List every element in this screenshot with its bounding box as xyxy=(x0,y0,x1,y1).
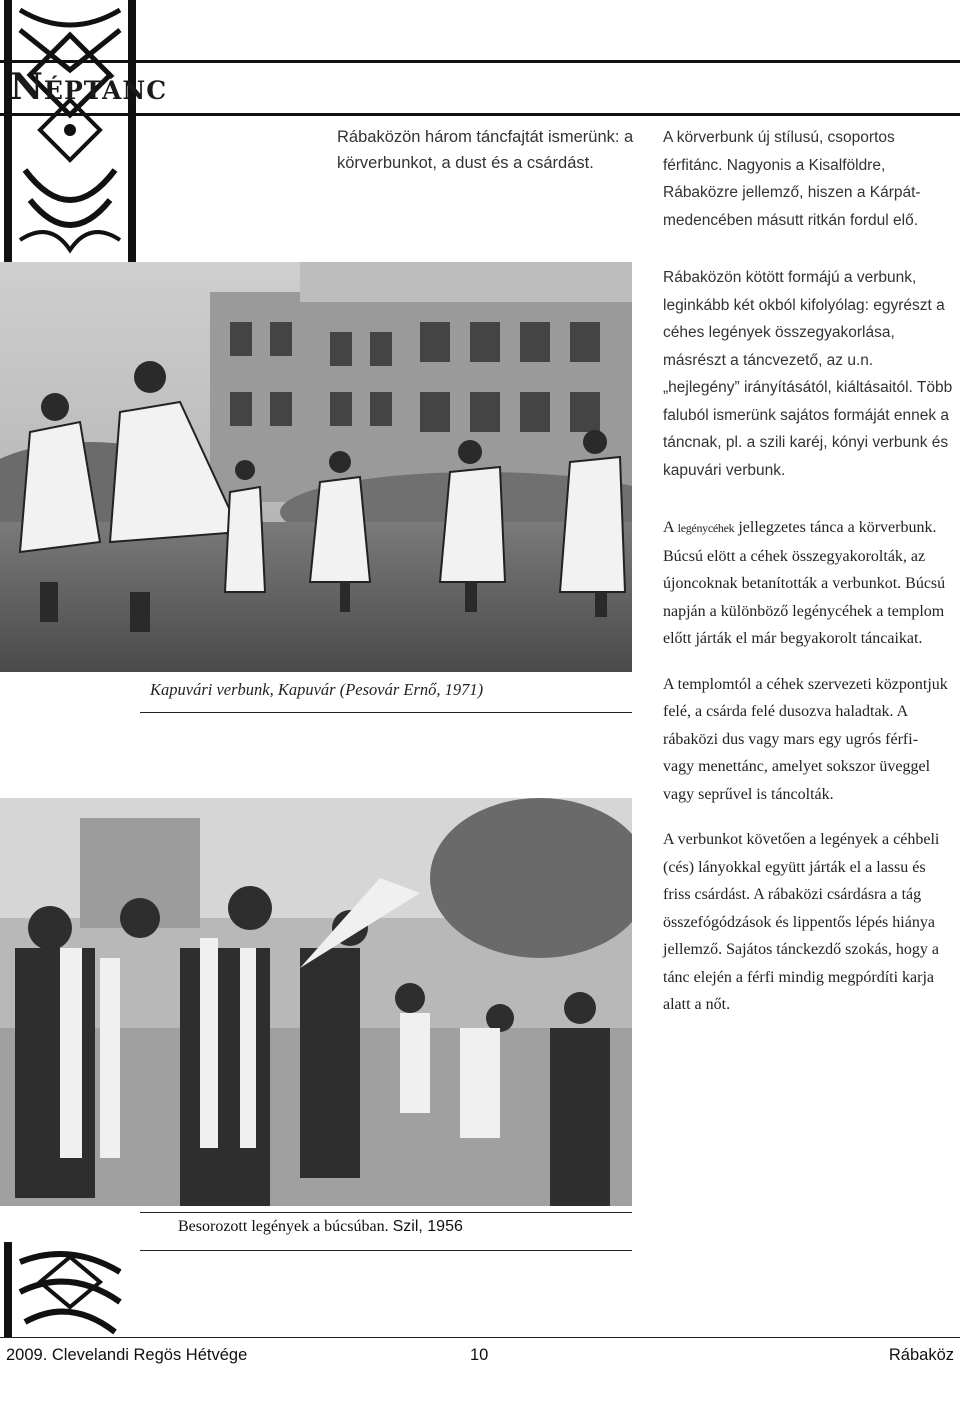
caption-divider-top xyxy=(140,1212,632,1213)
embroidery-pattern-icon xyxy=(0,1242,140,1337)
footer-event: 2009. Clevelandi Regös Hétvége xyxy=(6,1346,248,1364)
page-number: 10 xyxy=(470,1346,489,1364)
paragraph-3 xyxy=(663,514,953,653)
photo-dancers xyxy=(0,262,632,672)
caption-divider xyxy=(140,712,632,713)
title-rule-top xyxy=(0,60,960,63)
caption-photo-crowd-place: Szil, 1956 xyxy=(392,1218,463,1235)
caption-photo-crowd-text: Besorozott legények a búcsúban. xyxy=(178,1218,389,1235)
footer-region: Rábaköz xyxy=(888,1346,954,1364)
paragraph-1: A körverbunk új stílusú, csoportos férfitánc. Nagyonis a Kisalföldre, Rábaközre jellemző, hiszen a Kárpát-medencében másutt ritkán fordul elő. xyxy=(663,129,921,229)
embroidery-border-bottom xyxy=(0,1242,140,1337)
photo-crowd xyxy=(0,798,632,1206)
caption-divider-bottom xyxy=(140,1250,632,1251)
page-title: Néptánc xyxy=(10,66,168,108)
paragraph-3-start: A xyxy=(663,519,674,536)
title-rule-bottom xyxy=(0,113,960,116)
paragraph-5: A verbunkot követően a legények a céhbeli (cés) lányokkal együtt járták el a lassu és friss csárdást. A rábaközi csárdásra a tág összefógódzások és lippentős lépés hiánya jellemző. Sajátos tánckezdő szokás, hogy a tánc elején a férfi mindig megpórdíti karja alatt a nőt. xyxy=(663,831,940,1013)
paragraph-2: Rábaközön kötött formájú a verbunk, leginkább két okból kifolyólag: egyrészt a céhes legények összegyakorlása, másrészt a táncvezető, az u.n. „hejlegény” irányításától, kiáltásaitól. Több faluból ismerünk sajátos formáját ennek a táncnak, pl. a szili karéj, kónyi verbunk és kapuvári verbunk. xyxy=(663,269,953,479)
paragraph-3-rest: jellegzetes tánca a körverbunk. Búcsú elött a céhek összegyakorolták, az újoncoknak betanították a verbunkot. Búcsú napján a különböző legénycéhek a templom előtt járták el már begyakorolt táncaikat. xyxy=(663,519,946,647)
caption-photo-dancers: Kapuvári verbunk, Kapuvár (Pesovár Ernő, 1971) xyxy=(150,680,484,699)
article-column xyxy=(663,124,953,1037)
caption-photo-crowd xyxy=(178,1218,608,1236)
footer xyxy=(0,1346,960,1370)
paragraph-3-term: legénycéhek xyxy=(677,521,735,535)
title-bar xyxy=(0,60,960,116)
embroidery-pattern-icon xyxy=(0,0,140,262)
footer-rule xyxy=(0,1337,960,1338)
embroidery-border-top xyxy=(0,0,140,262)
paragraph-4: A templomtól a céhek szervezeti központjuk felé, a csárda felé dusozva haladtak. A rábaközi dus vagy mars egy ugrós férfi- vagy menettánc, amelyet sokszor üveggel vagy seprűvel is táncolták. xyxy=(663,675,948,803)
intro-text: Rábaközön három táncfajtát ismerünk: a körverbunkot, a dust és a csárdást. xyxy=(337,128,634,172)
